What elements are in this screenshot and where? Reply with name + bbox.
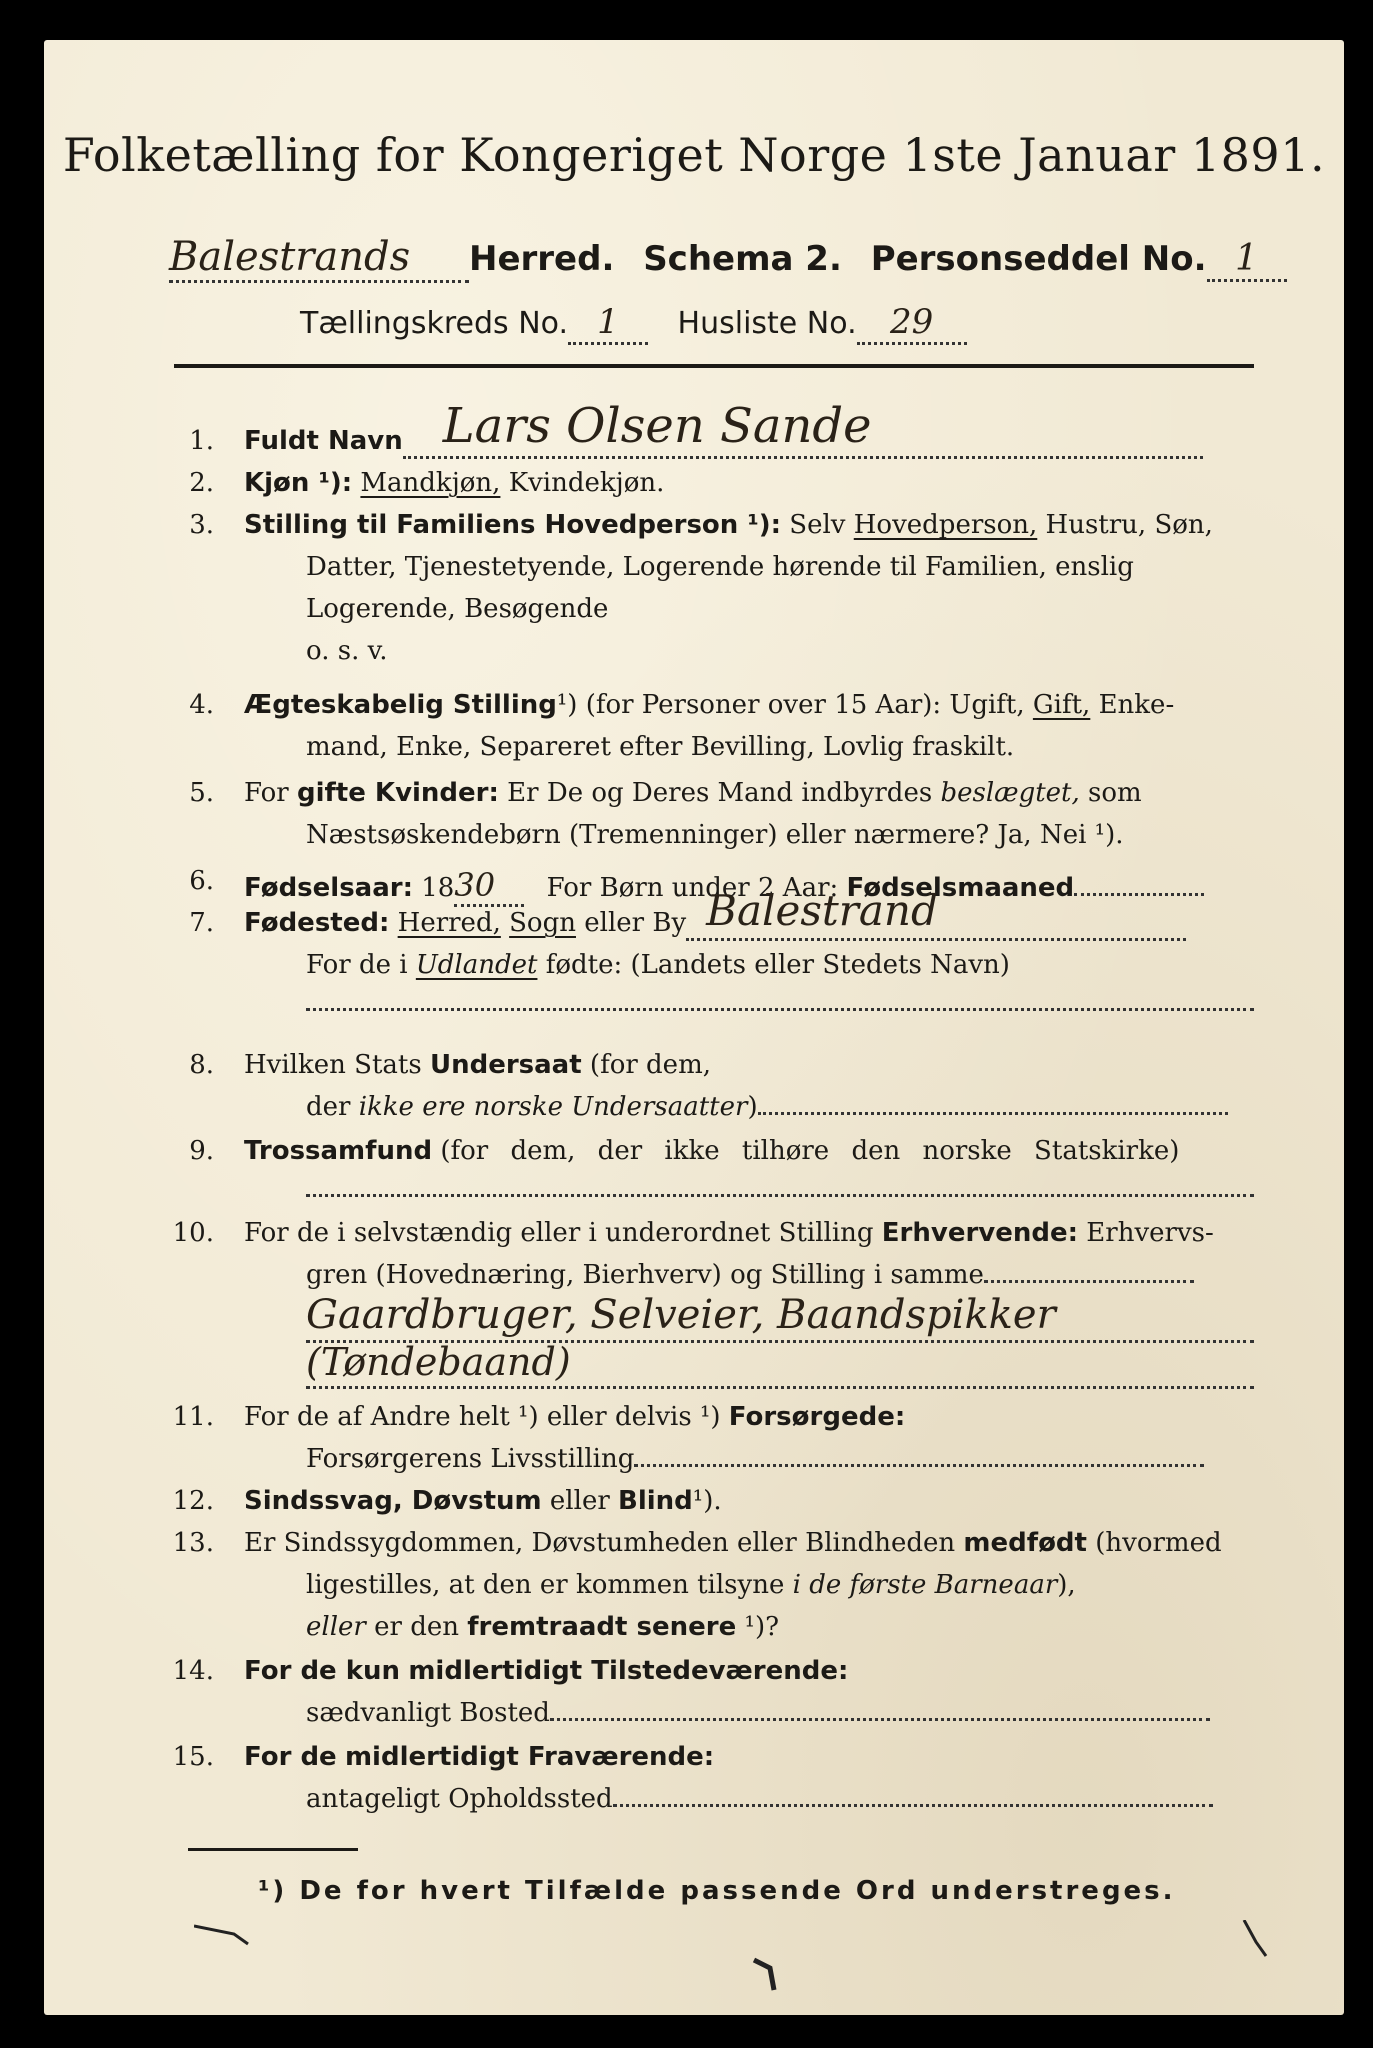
item-number: 10. bbox=[172, 1218, 214, 1248]
erhverv-label: Erhvervende: bbox=[881, 1218, 1079, 1248]
stilling-label: Stilling til Familiens Hovedperson ¹): bbox=[244, 510, 782, 540]
undersaat-label: Undersaat bbox=[429, 1050, 582, 1080]
medfodt-line-3 bbox=[306, 1612, 779, 1642]
forsorgede-line-2 bbox=[306, 1444, 1204, 1474]
item-number: 12. bbox=[172, 1486, 214, 1516]
fravaerende-text: For de bbox=[244, 1742, 337, 1772]
tilstede-label: midlertidigt Tilstedeværende: bbox=[408, 1656, 849, 1686]
aegteskab-option-enke: Enke- bbox=[1098, 690, 1175, 720]
item-9 bbox=[244, 1136, 1179, 1166]
item-2 bbox=[244, 468, 664, 498]
udland-text-a: For de i bbox=[306, 950, 408, 980]
item-13 bbox=[244, 1528, 1222, 1558]
footnote: ¹) De for hvert Tilfælde passende Ord understreges. bbox=[258, 1876, 1176, 1906]
census-form bbox=[44, 40, 1344, 2015]
stilling-line-2: Datter, Tjenestetyende, Logerende hørende til Familien, enslig bbox=[306, 552, 1134, 582]
erhverv-field-2 bbox=[306, 1386, 1254, 1389]
medfodt-l3a: eller bbox=[306, 1612, 366, 1642]
gifte-beslaegtet: beslægtet, bbox=[940, 778, 1080, 808]
udland-field bbox=[306, 1008, 1254, 1011]
personseddel-label: Personseddel No. bbox=[870, 239, 1207, 279]
fravaerende-label: midlertidigt Fraværende: bbox=[344, 1742, 715, 1772]
bosted-label: sædvanligt Bosted bbox=[306, 1698, 550, 1728]
fuldt-navn-value: Lars Olsen Sande bbox=[442, 398, 872, 454]
aegteskab-text: ¹) (for Personer over 15 Aar): Ugift, bbox=[556, 690, 1025, 720]
item-number: 8. bbox=[189, 1050, 214, 1080]
erhverv-gren-text: gren (Hovednæring, Bierhverv) og Stilling i samme bbox=[306, 1260, 984, 1290]
item-14 bbox=[244, 1656, 848, 1686]
medfodt-hvormed: (hvormed bbox=[1095, 1528, 1222, 1558]
kjon-option-kvinde: Kvindekjøn. bbox=[508, 468, 665, 498]
trossamfund-text: (for dem, der ikke tilhøre den norske Statskirke) bbox=[440, 1136, 1180, 1166]
item-number: 5. bbox=[189, 778, 214, 808]
stilling-line-4: o. s. v. bbox=[306, 636, 388, 666]
erhverv-cont: Erhvervs- bbox=[1086, 1218, 1214, 1248]
erhverv-value-1: Gaardbruger, Selveier, Baandspikker bbox=[306, 1292, 1056, 1338]
medfodt-text: Er Sindssygdommen, Døvstumheden eller Blindheden bbox=[244, 1528, 956, 1558]
opholdssted-label: antageligt Opholdssted bbox=[306, 1784, 613, 1814]
fodested-value: Balestrand bbox=[706, 886, 938, 935]
fodselsaar-prefix: 18 bbox=[421, 873, 455, 903]
medfodt-l2b: i de første Barneaar bbox=[792, 1570, 1058, 1600]
fodselsmaaned-field bbox=[1074, 893, 1204, 896]
personseddel-value: 1 bbox=[1207, 238, 1287, 282]
erhverv-dots bbox=[984, 1280, 1194, 1283]
item-15 bbox=[244, 1742, 714, 1772]
kjon-label: Kjøn ¹): bbox=[244, 468, 353, 498]
medfodt-label: medfødt bbox=[963, 1528, 1087, 1558]
undersaat-ikke-norske: ikke ere norske Undersaatter bbox=[358, 1092, 748, 1122]
fodselsaar-label: Fødselsaar: bbox=[244, 873, 413, 903]
blind-footnote-ref: ¹). bbox=[692, 1486, 722, 1516]
item-number: 1. bbox=[189, 426, 214, 456]
gifte-label: gifte Kvinder: bbox=[296, 778, 499, 808]
undersaat-for-dem: (for dem, bbox=[589, 1050, 711, 1080]
item-number: 11. bbox=[172, 1402, 214, 1432]
stray-marks-graphic bbox=[194, 1920, 1294, 2000]
undersaat-line-2 bbox=[306, 1092, 1228, 1122]
item-5 bbox=[244, 778, 1142, 808]
gifte-text: For bbox=[244, 778, 289, 808]
form-title: Folketælling for Kongeriget Norge 1ste Januar 1891. bbox=[62, 128, 1326, 182]
gifte-line-2: Næstsøskendebørn (Tremenninger) eller nærmere? Ja, Nei ¹). bbox=[306, 820, 1124, 850]
item-number: 4. bbox=[189, 690, 214, 720]
fremtraadt-footnote-ref: ¹)? bbox=[744, 1612, 780, 1642]
fodselsmaaned-label: Fødselsmaaned bbox=[846, 873, 1075, 903]
udland-text-c: fødte: (Landets eller Stedets Navn) bbox=[545, 950, 1010, 980]
item-11 bbox=[244, 1402, 905, 1432]
blind-label: Blind bbox=[618, 1486, 693, 1516]
fodested-option-by: eller By bbox=[584, 908, 687, 938]
forsorger-livsstilling-label: Forsørgerens Livsstilling bbox=[306, 1444, 635, 1474]
item-number: 6. bbox=[189, 866, 214, 896]
undersaat-der: der bbox=[306, 1092, 351, 1122]
stilling-line-3: Logerende, Besøgende bbox=[306, 594, 609, 624]
herred-line bbox=[169, 234, 1287, 283]
item-8 bbox=[244, 1050, 711, 1080]
trossamfund-label: Trossamfund bbox=[244, 1136, 433, 1166]
kjon-option-mand: Mandkjøn, bbox=[360, 468, 501, 498]
undersaat-paren: ) bbox=[747, 1092, 758, 1122]
udland-text-b: Udlandet bbox=[415, 950, 538, 980]
sindssvag-label: Sindssvag, Døvstum bbox=[244, 1486, 542, 1516]
header-divider bbox=[174, 364, 1254, 368]
kreds-line bbox=[300, 302, 967, 345]
footnote-divider bbox=[188, 1848, 358, 1851]
undersaat-field bbox=[758, 1112, 1228, 1115]
forsorgede-label: Forsørgede: bbox=[728, 1402, 906, 1432]
item-1 bbox=[244, 398, 1203, 459]
opholdssted-field bbox=[613, 1804, 1213, 1807]
stilling-option-hovedperson: Hovedperson, bbox=[853, 510, 1038, 540]
bosted-field bbox=[550, 1718, 1210, 1721]
item-12 bbox=[244, 1486, 722, 1516]
herred-label: Herred. bbox=[469, 239, 615, 279]
tilstede-line-2 bbox=[306, 1698, 1210, 1728]
medfodt-l3b: er den bbox=[374, 1612, 459, 1642]
fuldt-navn-label: Fuldt Navn bbox=[244, 426, 403, 456]
item-10 bbox=[244, 1218, 1214, 1248]
kreds-value: 1 bbox=[568, 302, 648, 345]
stilling-option-selv: Selv bbox=[789, 510, 846, 540]
erhverv-line-2 bbox=[306, 1260, 1194, 1290]
aegteskab-option-gift: Gift, bbox=[1032, 690, 1091, 720]
aegteskab-line-2: mand, Enke, Separeret efter Bevilling, Lovlig fraskilt. bbox=[306, 732, 1015, 762]
medfodt-l2c: ), bbox=[1057, 1570, 1076, 1600]
fuldt-navn-field bbox=[403, 398, 1203, 459]
gifte-question: Er De og Deres Mand indbyrdes bbox=[507, 778, 933, 808]
item-number: 7. bbox=[189, 908, 214, 938]
kreds-label: Tællingskreds No. bbox=[300, 306, 568, 341]
forsorgede-text: For de af Andre helt ¹) eller delvis ¹) bbox=[244, 1402, 721, 1432]
sindssvag-eller: eller bbox=[549, 1486, 610, 1516]
schema-label: Schema 2. bbox=[643, 239, 842, 279]
trossamfund-field bbox=[306, 1194, 1254, 1197]
fravaerende-line-2 bbox=[306, 1784, 1213, 1814]
forsorger-livsstilling-field bbox=[634, 1464, 1204, 1467]
fodested-option-sogn: Sogn bbox=[509, 908, 576, 938]
fodested-label: Fødested: bbox=[244, 908, 390, 938]
medfodt-line-2 bbox=[306, 1570, 1076, 1600]
fodested-line-2 bbox=[306, 950, 1010, 980]
item-number: 15. bbox=[172, 1742, 214, 1772]
tilstede-text: For de kun bbox=[244, 1656, 401, 1686]
fodselsaar-value: 30 bbox=[454, 866, 524, 907]
erhverv-text: For de i selvstændig eller i underordnet Stilling bbox=[244, 1218, 874, 1248]
item-4 bbox=[244, 690, 1174, 720]
born-under-2-text: For Børn under 2 Aar: bbox=[546, 873, 839, 903]
item-number: 9. bbox=[189, 1136, 214, 1166]
erhverv-value-2: (Tøndebaand) bbox=[306, 1340, 571, 1384]
fodested-option-herred: Herred, bbox=[397, 908, 501, 938]
item-number: 2. bbox=[189, 468, 214, 498]
item-number: 3. bbox=[189, 510, 214, 540]
stilling-options-cont: Hustru, Søn, bbox=[1045, 510, 1213, 540]
aegteskab-label: Ægteskabelig Stilling bbox=[244, 690, 557, 720]
item-3 bbox=[244, 510, 1213, 540]
herred-value: Balestrands bbox=[169, 234, 469, 283]
fremtraadt-label: fremtraadt senere bbox=[467, 1612, 737, 1642]
husliste-label: Husliste No. bbox=[677, 306, 857, 341]
medfodt-l2a: ligestilles, at den er kommen tilsyne bbox=[306, 1570, 785, 1600]
undersaat-text: Hvilken Stats bbox=[244, 1050, 422, 1080]
husliste-value: 29 bbox=[857, 302, 967, 345]
item-number: 13. bbox=[172, 1528, 214, 1558]
item-number: 14. bbox=[172, 1656, 214, 1686]
gifte-som: som bbox=[1088, 778, 1142, 808]
